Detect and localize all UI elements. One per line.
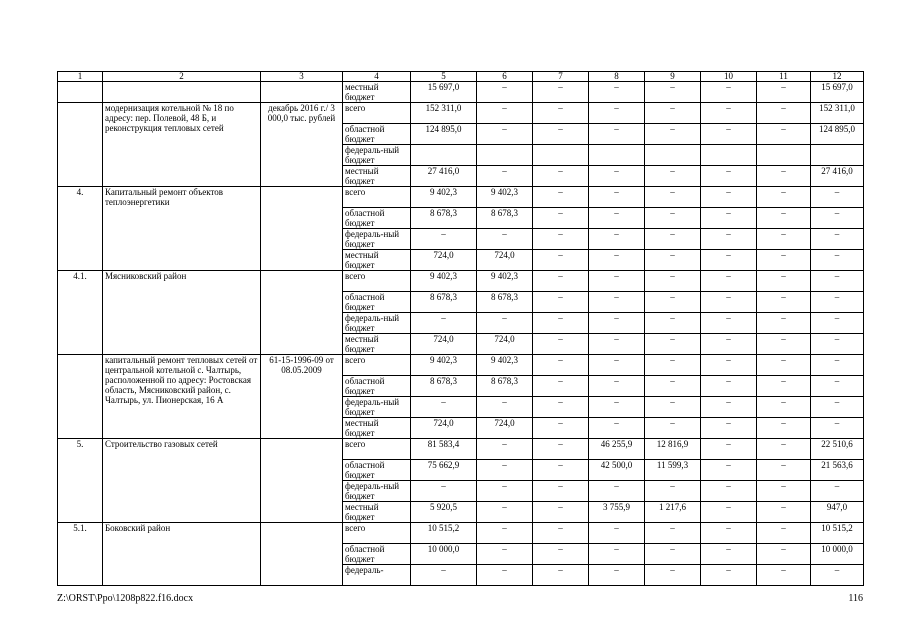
funding-source-cell: местный бюджет xyxy=(343,334,411,355)
value-cell: – xyxy=(757,208,811,229)
value-cell: – xyxy=(533,481,589,502)
value-cell: – xyxy=(645,229,701,250)
value-cell: – xyxy=(645,313,701,334)
value-cell: – xyxy=(589,124,645,145)
funding-source-cell: областной бюджет xyxy=(343,544,411,565)
value-cell: – xyxy=(645,166,701,187)
value-cell: – xyxy=(533,565,589,586)
value-cell: – xyxy=(589,523,645,544)
value-cell: – xyxy=(589,103,645,124)
value-cell: – xyxy=(589,481,645,502)
funding-source-cell: федераль-ный бюджет xyxy=(343,397,411,418)
value-cell: 9 402,3 xyxy=(477,271,533,292)
value-cell: – xyxy=(811,271,864,292)
table-row xyxy=(58,523,864,544)
value-cell: – xyxy=(477,544,533,565)
row-doc-cell xyxy=(261,271,343,355)
value-cell xyxy=(701,145,757,166)
value-cell: – xyxy=(533,355,589,376)
value-cell: – xyxy=(757,418,811,439)
value-cell: – xyxy=(701,460,757,481)
value-cell: 3 755,9 xyxy=(589,502,645,523)
value-cell: – xyxy=(589,418,645,439)
value-cell xyxy=(589,145,645,166)
value-cell: – xyxy=(701,502,757,523)
value-cell: – xyxy=(477,82,533,103)
table-row xyxy=(58,355,864,376)
value-cell: – xyxy=(589,376,645,397)
value-cell: – xyxy=(589,313,645,334)
value-cell xyxy=(411,145,477,166)
row-name-cell: Мясниковский район xyxy=(103,271,261,355)
row-doc-cell xyxy=(261,82,343,103)
value-cell: – xyxy=(701,166,757,187)
value-cell: – xyxy=(701,292,757,313)
funding-source-cell: всего xyxy=(343,271,411,292)
value-cell: – xyxy=(533,82,589,103)
value-cell: – xyxy=(757,523,811,544)
funding-source-cell: федераль-ный бюджет xyxy=(343,229,411,250)
value-cell: 8 678,3 xyxy=(411,208,477,229)
value-cell: – xyxy=(645,271,701,292)
value-cell: – xyxy=(589,397,645,418)
row-doc-cell xyxy=(261,523,343,586)
value-cell: – xyxy=(701,418,757,439)
value-cell: – xyxy=(811,334,864,355)
funding-source-cell: федераль-ный бюджет xyxy=(343,481,411,502)
value-cell: 27 416,0 xyxy=(811,166,864,187)
table-row xyxy=(58,271,864,292)
value-cell: – xyxy=(645,208,701,229)
value-cell: – xyxy=(757,82,811,103)
value-cell: – xyxy=(589,250,645,271)
value-cell: 9 402,3 xyxy=(411,271,477,292)
value-cell: 724,0 xyxy=(411,250,477,271)
value-cell: – xyxy=(701,187,757,208)
col-header: 6 xyxy=(477,72,533,82)
funding-source-cell: всего xyxy=(343,103,411,124)
row-name-cell: Капитальный ремонт объектов теплоэнергетики xyxy=(103,187,261,271)
funding-source-cell: федераль- xyxy=(343,565,411,586)
value-cell: – xyxy=(477,439,533,460)
value-cell: 5 920,5 xyxy=(411,502,477,523)
value-cell: – xyxy=(701,208,757,229)
value-cell: 8 678,3 xyxy=(477,376,533,397)
value-cell: – xyxy=(757,481,811,502)
value-cell: 11 599,3 xyxy=(645,460,701,481)
value-cell xyxy=(477,145,533,166)
value-cell xyxy=(757,145,811,166)
value-cell: 947,0 xyxy=(811,502,864,523)
value-cell: – xyxy=(589,187,645,208)
funding-source-cell: всего xyxy=(343,187,411,208)
value-cell: 9 402,3 xyxy=(411,187,477,208)
value-cell: 152 311,0 xyxy=(411,103,477,124)
value-cell: – xyxy=(757,565,811,586)
value-cell: 27 416,0 xyxy=(411,166,477,187)
value-cell xyxy=(533,145,589,166)
value-cell: 8 678,3 xyxy=(411,376,477,397)
value-cell: – xyxy=(533,376,589,397)
row-number-cell: 4. xyxy=(58,187,103,271)
value-cell: – xyxy=(701,397,757,418)
row-number-cell xyxy=(58,355,103,439)
value-cell: – xyxy=(645,124,701,145)
value-cell: – xyxy=(411,481,477,502)
col-header: 12 xyxy=(811,72,864,82)
funding-source-cell: федераль-ный бюджет xyxy=(343,313,411,334)
row-name-cell xyxy=(103,82,261,103)
col-header: 10 xyxy=(701,72,757,82)
budget-table xyxy=(57,71,864,586)
value-cell: 9 402,3 xyxy=(477,187,533,208)
value-cell: – xyxy=(645,355,701,376)
file-path: Z:\ORST\Ppo\1208p822.f16.docx xyxy=(57,593,194,604)
table-row xyxy=(58,439,864,460)
value-cell: – xyxy=(411,397,477,418)
value-cell: – xyxy=(645,82,701,103)
row-name-cell: модернизация котельной № 18 по адресу: пер. Полевой, 48 Б, и реконструкция тепловых сетей xyxy=(103,103,261,187)
header-row xyxy=(58,72,864,82)
col-header: 11 xyxy=(757,72,811,82)
value-cell: – xyxy=(589,229,645,250)
value-cell: – xyxy=(757,103,811,124)
funding-source-cell: местный бюджет xyxy=(343,502,411,523)
funding-source-cell: областной бюджет xyxy=(343,292,411,313)
value-cell: – xyxy=(645,565,701,586)
value-cell: – xyxy=(757,334,811,355)
table-row xyxy=(58,103,864,124)
value-cell: – xyxy=(589,271,645,292)
col-header: 9 xyxy=(645,72,701,82)
value-cell: 724,0 xyxy=(411,418,477,439)
value-cell: – xyxy=(533,103,589,124)
funding-source-cell: местный бюджет xyxy=(343,166,411,187)
col-header: 7 xyxy=(533,72,589,82)
value-cell: 724,0 xyxy=(477,250,533,271)
funding-source-cell: областной бюджет xyxy=(343,124,411,145)
value-cell: 1 217,6 xyxy=(645,502,701,523)
funding-source-cell: всего xyxy=(343,523,411,544)
value-cell: – xyxy=(533,418,589,439)
value-cell: – xyxy=(533,124,589,145)
value-cell: 124 895,0 xyxy=(811,124,864,145)
value-cell: – xyxy=(757,166,811,187)
value-cell: – xyxy=(533,166,589,187)
value-cell: – xyxy=(411,313,477,334)
value-cell: – xyxy=(645,544,701,565)
value-cell: – xyxy=(811,292,864,313)
value-cell: – xyxy=(811,418,864,439)
value-cell: – xyxy=(533,544,589,565)
value-cell: – xyxy=(701,313,757,334)
value-cell: 8 678,3 xyxy=(477,292,533,313)
col-header: 1 xyxy=(58,72,103,82)
value-cell: – xyxy=(589,82,645,103)
funding-source-cell: местный бюджет xyxy=(343,418,411,439)
value-cell: – xyxy=(533,271,589,292)
value-cell: – xyxy=(477,523,533,544)
value-cell: – xyxy=(757,187,811,208)
value-cell: 42 500,0 xyxy=(589,460,645,481)
value-cell: – xyxy=(589,208,645,229)
value-cell: – xyxy=(701,544,757,565)
value-cell: – xyxy=(533,313,589,334)
row-doc-cell: 61-15-1996-09 от 08.05.2009 xyxy=(261,355,343,439)
value-cell: – xyxy=(533,397,589,418)
row-number-cell xyxy=(58,103,103,187)
value-cell: – xyxy=(533,229,589,250)
value-cell: – xyxy=(757,376,811,397)
value-cell: – xyxy=(701,565,757,586)
value-cell: – xyxy=(645,187,701,208)
value-cell: – xyxy=(701,82,757,103)
value-cell: 152 311,0 xyxy=(811,103,864,124)
value-cell: – xyxy=(757,355,811,376)
value-cell: – xyxy=(589,544,645,565)
value-cell xyxy=(811,145,864,166)
value-cell xyxy=(645,145,701,166)
col-header: 2 xyxy=(103,72,261,82)
value-cell: – xyxy=(757,292,811,313)
value-cell: – xyxy=(477,397,533,418)
table-body xyxy=(58,72,864,586)
value-cell: – xyxy=(589,166,645,187)
value-cell: – xyxy=(757,271,811,292)
value-cell: – xyxy=(701,103,757,124)
value-cell: – xyxy=(533,439,589,460)
value-cell: 21 563,6 xyxy=(811,460,864,481)
value-cell: – xyxy=(477,502,533,523)
value-cell: – xyxy=(757,544,811,565)
value-cell: – xyxy=(701,124,757,145)
funding-source-cell: федераль-ный бюджет xyxy=(343,145,411,166)
value-cell: – xyxy=(701,271,757,292)
value-cell: – xyxy=(701,250,757,271)
value-cell: – xyxy=(701,439,757,460)
value-cell: 12 816,9 xyxy=(645,439,701,460)
row-doc-cell: декабрь 2016 г./ 3 000,0 тыс. рублей xyxy=(261,103,343,187)
page-number: 116 xyxy=(848,593,863,604)
row-number-cell: 5.1. xyxy=(58,523,103,586)
value-cell: – xyxy=(757,313,811,334)
value-cell: – xyxy=(477,124,533,145)
value-cell: – xyxy=(757,439,811,460)
row-doc-cell xyxy=(261,439,343,523)
value-cell: – xyxy=(811,397,864,418)
value-cell: 724,0 xyxy=(477,334,533,355)
value-cell: 75 662,9 xyxy=(411,460,477,481)
value-cell: 22 510,6 xyxy=(811,439,864,460)
value-cell: – xyxy=(645,418,701,439)
value-cell: – xyxy=(701,334,757,355)
funding-source-cell: областной бюджет xyxy=(343,460,411,481)
value-cell: – xyxy=(645,481,701,502)
table-row xyxy=(58,82,864,103)
value-cell: 10 000,0 xyxy=(811,544,864,565)
value-cell: – xyxy=(533,208,589,229)
value-cell: – xyxy=(757,460,811,481)
value-cell: – xyxy=(589,355,645,376)
value-cell: – xyxy=(757,502,811,523)
value-cell: 8 678,3 xyxy=(477,208,533,229)
row-number-cell: 4.1. xyxy=(58,271,103,355)
value-cell: 81 583,4 xyxy=(411,439,477,460)
value-cell: – xyxy=(477,103,533,124)
value-cell: – xyxy=(701,376,757,397)
value-cell: – xyxy=(811,250,864,271)
funding-source-cell: областной бюджет xyxy=(343,376,411,397)
value-cell: 8 678,3 xyxy=(411,292,477,313)
value-cell: – xyxy=(589,565,645,586)
value-cell: – xyxy=(533,502,589,523)
value-cell: – xyxy=(811,208,864,229)
value-cell: – xyxy=(811,187,864,208)
value-cell: – xyxy=(533,334,589,355)
value-cell: 46 255,9 xyxy=(589,439,645,460)
value-cell: – xyxy=(645,334,701,355)
value-cell: 724,0 xyxy=(477,418,533,439)
value-cell: – xyxy=(477,481,533,502)
value-cell: – xyxy=(533,250,589,271)
col-header: 5 xyxy=(411,72,477,82)
value-cell: – xyxy=(533,187,589,208)
value-cell: – xyxy=(811,313,864,334)
value-cell: – xyxy=(533,292,589,313)
row-doc-cell xyxy=(261,187,343,271)
col-header: 4 xyxy=(343,72,411,82)
value-cell: – xyxy=(701,229,757,250)
value-cell: – xyxy=(645,523,701,544)
value-cell: – xyxy=(757,229,811,250)
row-name-cell: Боковский район xyxy=(103,523,261,586)
value-cell: 724,0 xyxy=(411,334,477,355)
value-cell: 15 697,0 xyxy=(411,82,477,103)
row-name-cell: Строительство газовых сетей xyxy=(103,439,261,523)
value-cell: – xyxy=(645,376,701,397)
value-cell: – xyxy=(645,103,701,124)
funding-source-cell: всего xyxy=(343,439,411,460)
value-cell: – xyxy=(477,565,533,586)
value-cell: – xyxy=(701,355,757,376)
funding-source-cell: местный бюджет xyxy=(343,82,411,103)
value-cell: – xyxy=(811,565,864,586)
value-cell: – xyxy=(477,313,533,334)
table-row xyxy=(58,187,864,208)
row-name-cell: капитальный ремонт тепловых сетей от центральной котельной с. Чалтырь, расположенной по адресу: Ростовская область, Мясниковский район, с. Чалтырь, ул. Пионерская, 16 А xyxy=(103,355,261,439)
value-cell: – xyxy=(701,523,757,544)
value-cell: 10 515,2 xyxy=(811,523,864,544)
value-cell: – xyxy=(477,166,533,187)
row-number-cell xyxy=(58,82,103,103)
col-header: 8 xyxy=(589,72,645,82)
value-cell: – xyxy=(811,355,864,376)
value-cell: 9 402,3 xyxy=(411,355,477,376)
value-cell: 15 697,0 xyxy=(811,82,864,103)
value-cell: – xyxy=(477,229,533,250)
value-cell: – xyxy=(533,523,589,544)
value-cell: – xyxy=(411,229,477,250)
value-cell: – xyxy=(811,376,864,397)
value-cell: – xyxy=(811,229,864,250)
value-cell: – xyxy=(533,460,589,481)
value-cell: – xyxy=(757,397,811,418)
value-cell: 10 515,2 xyxy=(411,523,477,544)
value-cell: – xyxy=(589,292,645,313)
value-cell: – xyxy=(645,250,701,271)
value-cell: – xyxy=(645,397,701,418)
value-cell: – xyxy=(589,334,645,355)
value-cell: – xyxy=(757,124,811,145)
value-cell: 124 895,0 xyxy=(411,124,477,145)
value-cell: – xyxy=(645,292,701,313)
value-cell: 9 402,3 xyxy=(477,355,533,376)
value-cell: – xyxy=(701,481,757,502)
funding-source-cell: областной бюджет xyxy=(343,208,411,229)
funding-source-cell: всего xyxy=(343,355,411,376)
value-cell: – xyxy=(757,250,811,271)
value-cell: 10 000,0 xyxy=(411,544,477,565)
value-cell: – xyxy=(411,565,477,586)
value-cell: – xyxy=(811,481,864,502)
value-cell: – xyxy=(477,460,533,481)
row-number-cell: 5. xyxy=(58,439,103,523)
col-header: 3 xyxy=(261,72,343,82)
funding-source-cell: местный бюджет xyxy=(343,250,411,271)
